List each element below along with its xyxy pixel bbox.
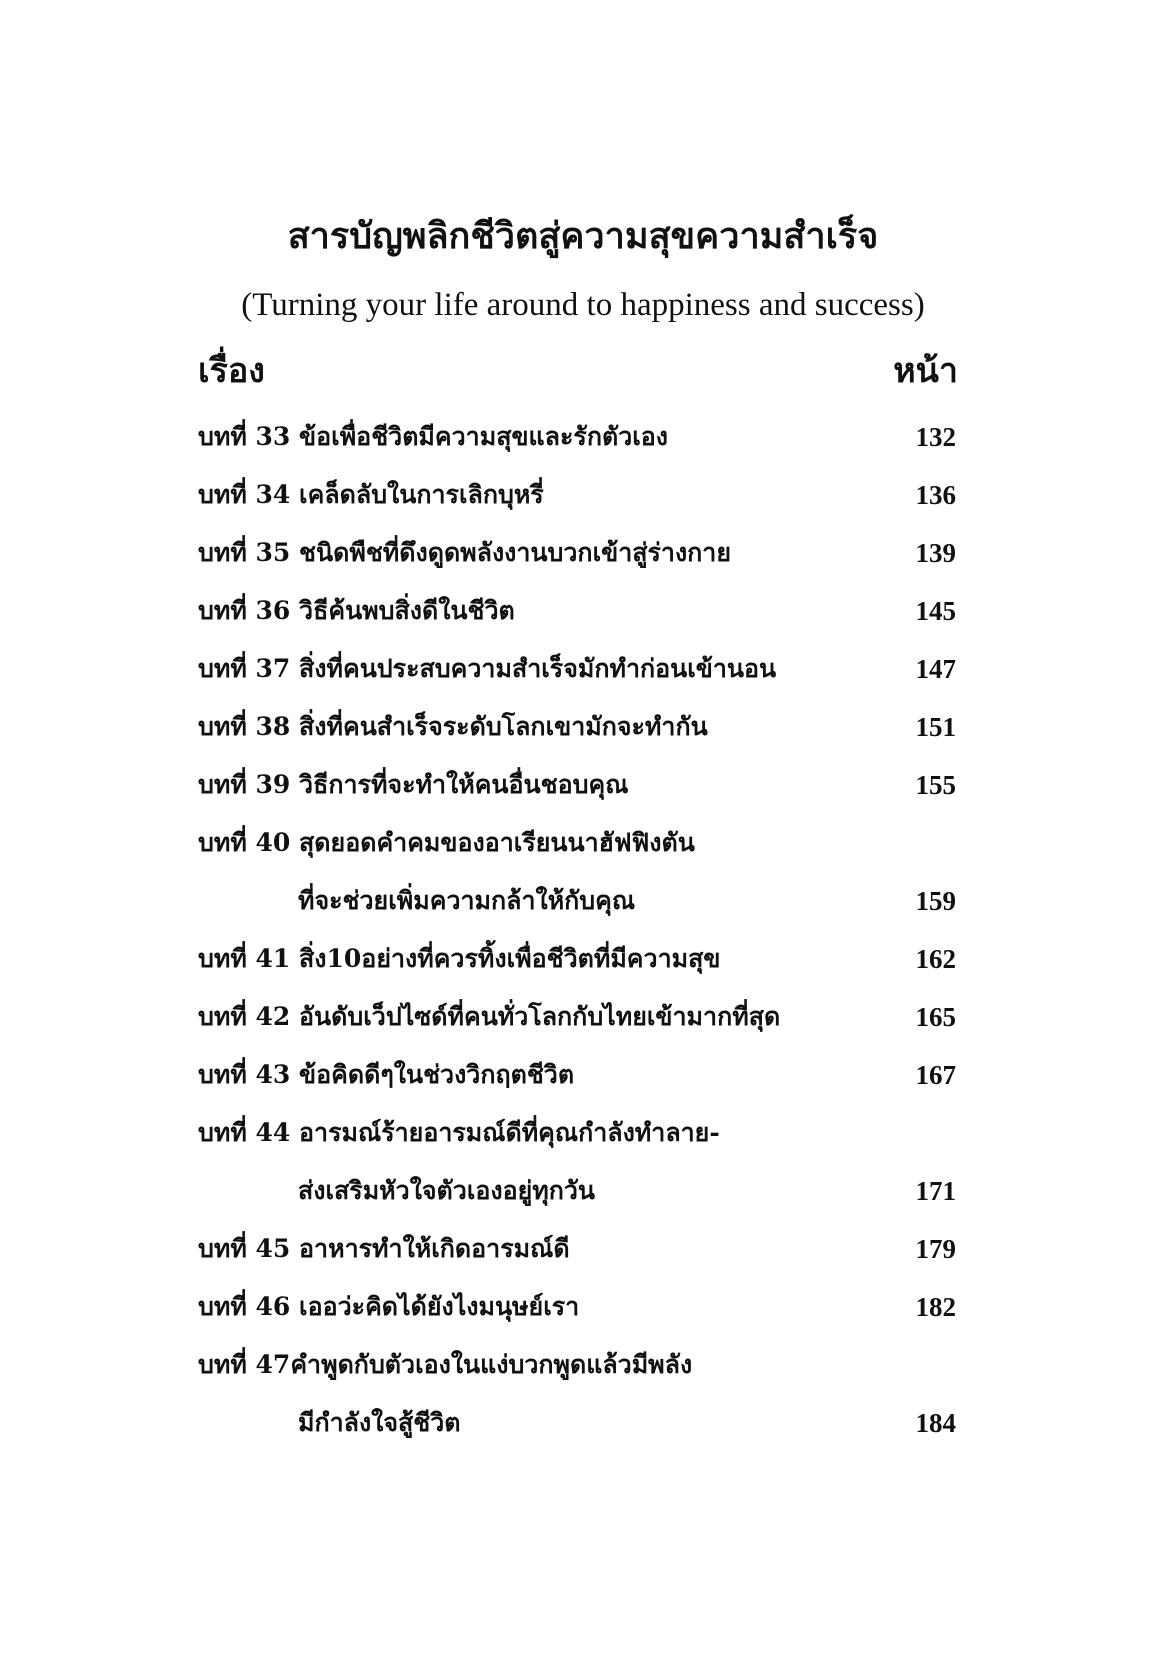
toc-chapter-number: บทที่ 45 (198, 1234, 291, 1263)
toc-title: อาหารทำให้เกิดอารมณ์ดี (299, 1234, 570, 1263)
toc-entry (198, 1278, 966, 1336)
toc-entry (198, 524, 966, 582)
toc-page-number: 139 (915, 538, 956, 568)
toc-entry (198, 408, 966, 466)
toc-chapter-number: บทที่ 44 (198, 1118, 291, 1147)
toc-chapter-number: บทที่ 46 (198, 1292, 291, 1321)
column-header-page: หน้า (893, 351, 958, 391)
column-header-topic: เรื่อง (198, 351, 265, 391)
toc-entry (198, 814, 966, 872)
toc-chapter-number: บทที่ 37 (198, 654, 291, 683)
toc-title: สิ่ง10อย่างที่ควรทิ้งเพื่อชีวิตที่มีความสุข (299, 944, 721, 973)
toc-chapter-number: บทที่ 42 (198, 1002, 291, 1031)
toc-title: ส่งเสริมหัวใจตัวเองอยู่ทุกวัน (298, 1176, 595, 1205)
toc-chapter-number: บทที่ 40 (198, 828, 291, 857)
page-title: สารบัญพลิกชีวิตสู่ความสุขความสำเร็จ (287, 215, 879, 257)
toc-title: ข้อคิดดีๆในช่วงวิกฤตชีวิต (299, 1060, 575, 1089)
toc-title: ที่จะช่วยเพิ่มความกล้าให้กับคุณ (298, 886, 636, 915)
toc-page-number: 184 (915, 1408, 956, 1438)
toc-chapter-number: บทที่ 36 (198, 596, 291, 625)
toc-entry-continuation (198, 1162, 966, 1220)
toc-chapter-number: บทที่ 43 (198, 1060, 291, 1089)
toc-title: คำพูดกับตัวเองในแง่บวกพูดแล้วมีพลัง (290, 1350, 693, 1379)
toc-entry-continuation (198, 872, 966, 930)
toc-entry (198, 1104, 966, 1162)
toc-chapter-number: บทที่ 41 (198, 944, 291, 973)
toc-page-number: 179 (915, 1234, 956, 1264)
toc-page-number: 151 (915, 712, 956, 742)
toc-chapter-number: บทที่ 47 (198, 1350, 291, 1379)
table-of-contents (198, 408, 966, 1452)
toc-title: มีกำลังใจสู้ชีวิต (298, 1408, 461, 1437)
toc-entry-continuation (198, 1394, 966, 1452)
toc-title: อารมณ์ร้ายอารมณ์ดีที่คุณกำลังทำลาย- (299, 1118, 720, 1147)
toc-title: ชนิดพืชที่ดึงดูดพลังงานบวกเข้าสู่ร่างกาย (299, 538, 731, 567)
toc-page-number: 167 (915, 1060, 956, 1090)
toc-title: เคล็ดลับในการเลิกบุหรี่ (299, 480, 544, 509)
page-subtitle: (Turning your life around to happiness and success) (241, 287, 925, 323)
toc-title: ข้อเพื่อชีวิตมีความสุขและรักตัวเอง (299, 422, 669, 451)
toc-entry (198, 988, 966, 1046)
toc-entry (198, 582, 966, 640)
toc-page-number: 171 (915, 1176, 956, 1206)
toc-title: เออว่ะคิดได้ยังไงมนุษย์เรา (299, 1292, 580, 1321)
toc-entry (198, 1220, 966, 1278)
toc-title: สุดยอดคำคมของอาเรียนนาฮัฟฟิงตัน (299, 828, 695, 857)
toc-chapter-number: บทที่ 38 (198, 712, 291, 741)
toc-page-number: 155 (915, 770, 956, 800)
toc-chapter-number: บทที่ 33 (198, 422, 291, 451)
toc-page-number: 132 (915, 422, 956, 452)
toc-entry (198, 756, 966, 814)
toc-page-number: 182 (915, 1292, 956, 1322)
toc-entry (198, 1336, 966, 1394)
toc-entry (198, 698, 966, 756)
toc-title: อันดับเว็ปไซด์ที่คนทั่วโลกกับไทยเข้ามากที่สุด (299, 1002, 781, 1031)
toc-page-number: 145 (915, 596, 956, 626)
toc-page-number: 147 (915, 654, 956, 684)
toc-title: วิธีค้นพบสิ่งดีในชีวิต (299, 596, 515, 625)
toc-chapter-number: บทที่ 34 (198, 480, 291, 509)
toc-entry (198, 466, 966, 524)
toc-title: สิ่งที่คนประสบความสำเร็จมักทำก่อนเข้านอน (299, 654, 777, 683)
toc-page-number: 159 (915, 886, 956, 916)
toc-chapter-number: บทที่ 39 (198, 770, 291, 799)
toc-page-number: 165 (915, 1002, 956, 1032)
toc-entry (198, 930, 966, 988)
toc-page-number: 136 (915, 480, 956, 510)
toc-chapter-number: บทที่ 35 (198, 538, 291, 567)
toc-entry (198, 640, 966, 698)
toc-title: วิธีการที่จะทำให้คนอื่นชอบคุณ (299, 770, 629, 799)
toc-entry (198, 1046, 966, 1104)
toc-page-number: 162 (915, 944, 956, 974)
toc-title: สิ่งที่คนสำเร็จระดับโลกเขามักจะทำกัน (299, 712, 708, 741)
